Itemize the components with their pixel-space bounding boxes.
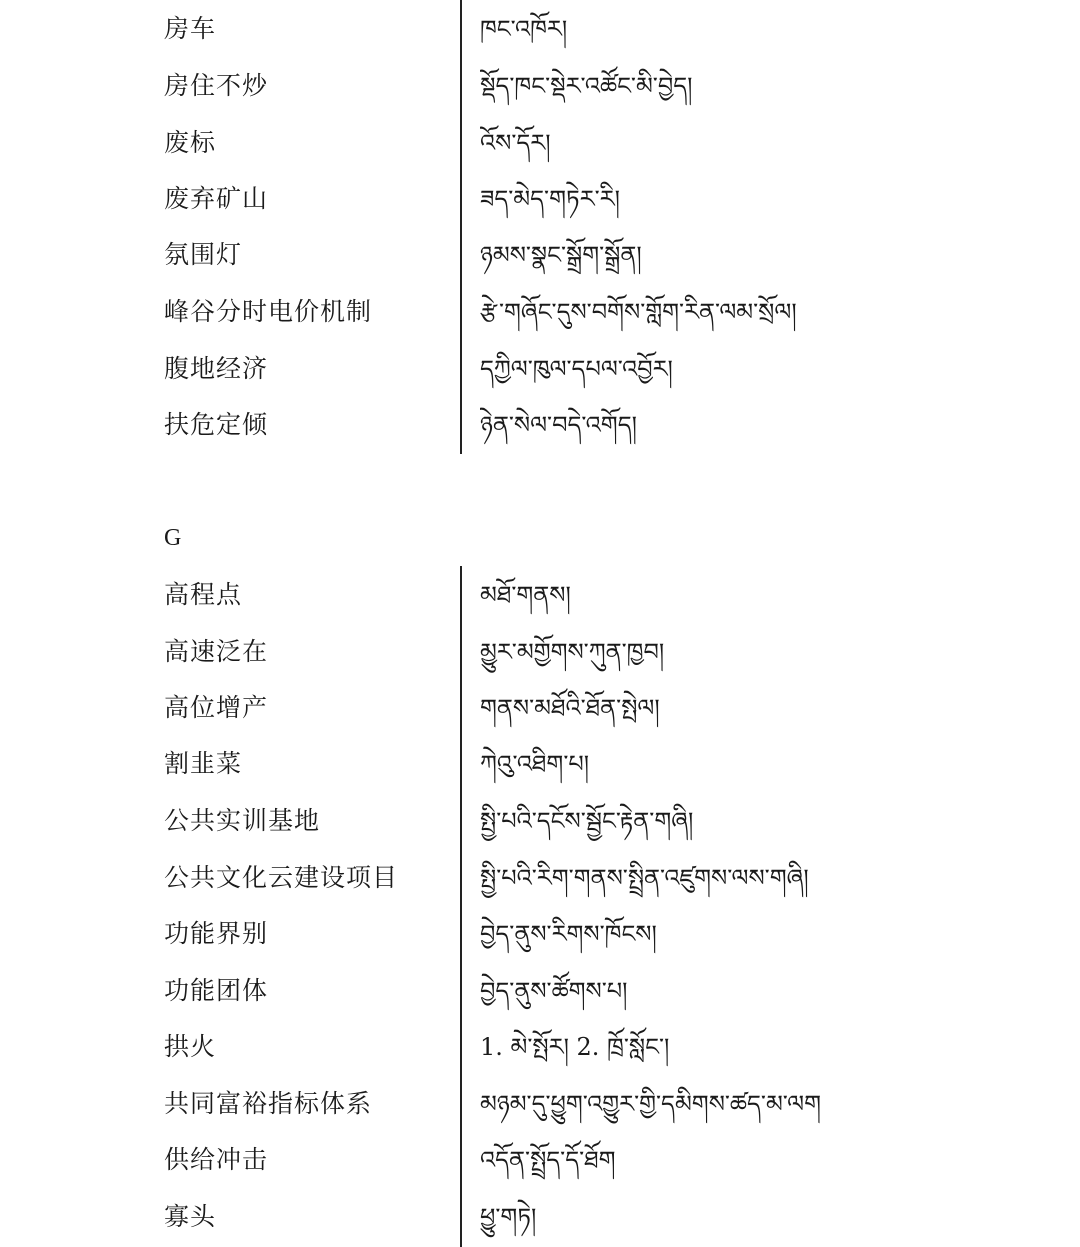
glossary-row (0, 850, 1080, 906)
glossary-row (0, 397, 1080, 453)
chinese-term: 废弃矿山 (164, 184, 269, 213)
tibetan-term: གནས་མཐོའི་ཐོན་སྤེལ། (480, 694, 660, 722)
glossary-row (0, 680, 1080, 736)
glossary-row (0, 1019, 1080, 1075)
chinese-term: 寡头 (164, 1202, 217, 1231)
section-g (0, 566, 1080, 1247)
chinese-term: 腹地经济 (164, 354, 269, 383)
chinese-term: 功能团体 (164, 976, 269, 1005)
glossary-row (0, 793, 1080, 849)
glossary-row (0, 963, 1080, 1019)
chinese-term: 房车 (164, 14, 217, 43)
tibetan-term: འོས་དོར། (480, 129, 551, 157)
glossary-row (0, 624, 1080, 680)
tibetan-term: མྱུར་མགྱོགས་ཀུན་ཁྱབ། (480, 638, 665, 666)
glossary-row (0, 736, 1080, 792)
glossary-row (0, 1076, 1080, 1132)
chinese-term: 供给冲击 (164, 1145, 269, 1174)
section-letter-heading: G (164, 525, 182, 551)
chinese-term: 共同富裕指标体系 (164, 1089, 373, 1118)
tibetan-term: འདོན་སྤྲོད་དོ་ཐོག (480, 1146, 616, 1174)
chinese-term: 割韭菜 (164, 749, 243, 778)
tibetan-term: བྱེད་ནུས་རིགས་ཁོངས། (480, 920, 657, 948)
glossary-row (0, 1, 1080, 57)
tibetan-term: དཀྱིལ་ཁུལ་དཔལ་འབྱོར། (480, 355, 673, 383)
glossary-row (0, 1189, 1080, 1245)
section-f (0, 0, 1080, 460)
tibetan-term: བྱེད་ནུས་ཚོགས་པ། (480, 977, 628, 1005)
chinese-term: 废标 (164, 128, 217, 157)
chinese-term: 高程点 (164, 580, 243, 609)
glossary-row (0, 567, 1080, 623)
tibetan-term: སྡོད་ཁང་སྡེར་འཚོང་མི་བྱེད། (480, 72, 693, 100)
glossary-row (0, 906, 1080, 962)
chinese-term: 扶危定倾 (164, 410, 269, 439)
tibetan-term: 1. མེ་སྤོར། 2. ཁྲོ་སློང་། (480, 1033, 670, 1061)
tibetan-term: མཉམ་དུ་ཕྱུག་འགྱུར་གྱི་དམིགས་ཚད་མ་ལག (480, 1090, 821, 1118)
glossary-row (0, 1132, 1080, 1188)
chinese-term: 高位增产 (164, 693, 269, 722)
glossary-row (0, 171, 1080, 227)
tibetan-term: ཉམས་སྣང་སྒྲོག་སྒྲོན། (480, 241, 642, 269)
glossary-row (0, 115, 1080, 171)
chinese-term: 拱火 (164, 1032, 217, 1061)
glossary-row (0, 341, 1080, 397)
chinese-term: 公共实训基地 (164, 806, 321, 835)
glossary-row (0, 58, 1080, 114)
tibetan-term: ཉེན་སེལ་བདེ་འགོད། (480, 411, 637, 439)
chinese-term: 峰谷分时电价机制 (164, 297, 373, 326)
chinese-term: 房住不炒 (164, 71, 269, 100)
chinese-term: 氛围灯 (164, 240, 243, 269)
tibetan-term: ཀེའུ་འཐིག་པ། (480, 750, 590, 778)
tibetan-term: མཐོ་གནས། (480, 581, 571, 609)
tibetan-term: ཕྱུ་གཏེ། (480, 1203, 537, 1231)
tibetan-term: ཟད་མེད་གཏེར་རི། (480, 185, 620, 213)
tibetan-term: སྤྱི་པའི་དངོས་སྦྱོང་རྟེན་གཞི། (480, 807, 694, 835)
glossary-row (0, 227, 1080, 283)
glossary-row (0, 284, 1080, 340)
tibetan-term: ཁང་འཁོར། (480, 15, 568, 43)
tibetan-term: རྩེ་གཞོང་དུས་བགོས་གློག་རིན་ལམ་སྲོལ། (480, 298, 797, 326)
chinese-term: 功能界别 (164, 919, 269, 948)
chinese-term: 高速泛在 (164, 637, 269, 666)
tibetan-term: སྤྱི་པའི་རིག་གནས་སྤྲིན་འཛུགས་ལས་གཞི། (480, 864, 809, 892)
chinese-term: 公共文化云建设项目 (164, 863, 399, 892)
